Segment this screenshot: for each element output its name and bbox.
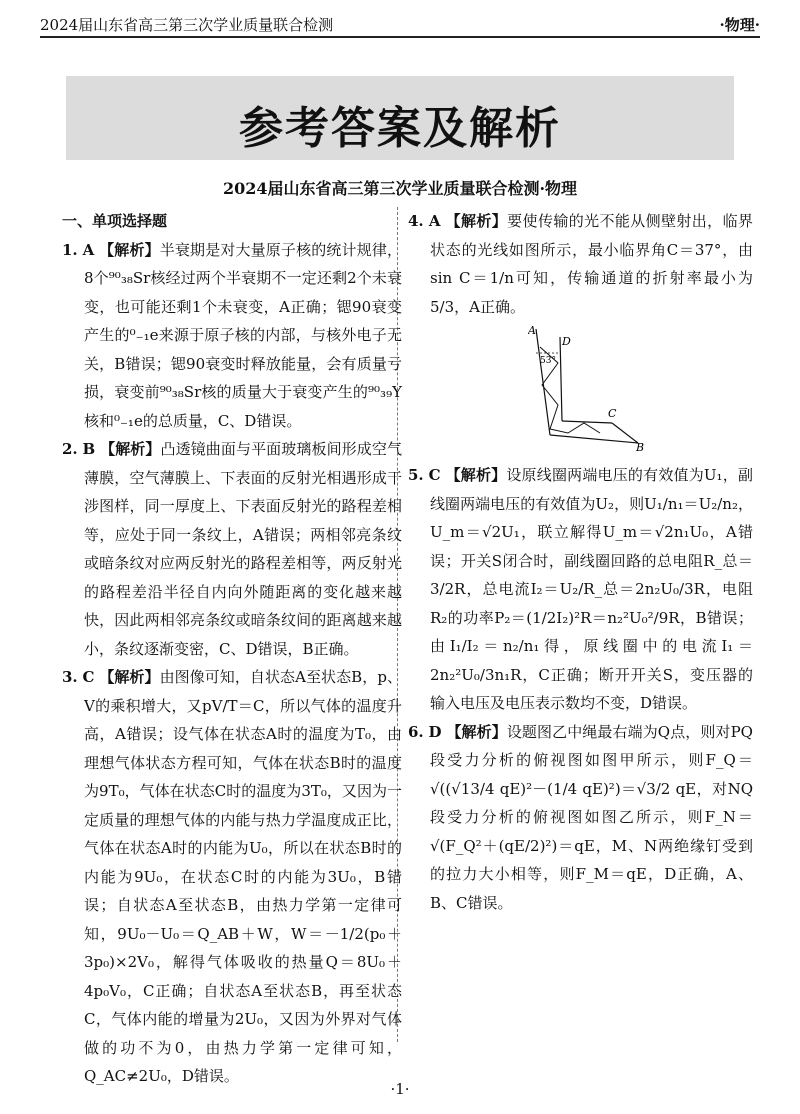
document-subtitle: 2024届山东省高三第三次学业质量联合检测·物理 <box>222 179 578 198</box>
left-column <box>62 207 402 1091</box>
question-1-text: 半衰期是对大量原子核的统计规律，8个⁹⁰₃₈Sr核经过两个半衰期不一定还剩2个未衰变，也可能还剩1个未衰变，A正确；锶90衰变产生的⁰₋₁e来源于原子核的内部，与核外电子无关，B错误；锶90衰变时释放能量，会有质量亏损，衰变前⁹⁰₃₈Sr核的质量大于衰变产生的⁹⁰₃₉Y核和⁰₋₁e的总质量，C、D错误。 <box>84 240 402 430</box>
question-4-text: 要使传输的光不能从侧壁射出，临界状态的光线如图所示，最小临界角C＝37°，由sin C＝1/n可知，传输通道的折射率最小为5/3，A正确。 <box>430 212 753 316</box>
page-header <box>40 8 760 38</box>
label-B: B <box>636 441 645 454</box>
question-3: 3. C 【解析】由图像可知，自状态A至状态B，p、V的乘积增大，又pV/T＝C，所以气体的温度升高，A错误；设气体在状态A时的温度为T₀，由理想气体状态方程可知，气体在状态B时的温度为9T₀，气体在状态C时的温度为3T₀，又因为一定质量的理想气体的内能与热力学温度成正比，气体在状态A时的内能为U₀，所以在状态B时的内能为9U₀，在状态C时的内能为3U₀，B错误；自状态A至状态B，由热力学第一定律可知，9U₀－U₀＝Q_AB＋W，W＝－1/2(p₀＋3p₀)×2V₀，解得气体吸收的热量Q＝8U₀＋4p₀V₀，C正确；自状态A至状态B，再至状态C，气体内能的增量为2U₀，又因为外界对气体做的功不为0，由热力学第一定律可知，Q_AC≠2U₀，D错误。 <box>62 668 402 1085</box>
label-A: A <box>528 325 536 337</box>
label-C: C <box>608 407 617 420</box>
question-1: 1. A 【解析】半衰期是对大量原子核的统计规律，8个⁹⁰₃₈Sr核经过两个半衰期不一定还剩2个未衰变，也可能还剩1个未衰变，A正确；锶90衰变产生的⁰₋₁e来源于原子核的内部，与核外电子无关，B错误；锶90衰变时释放能量，会有质量亏损，衰变前⁹⁰₃₈Sr核的质量大于衰变产生的⁹⁰₃₉Y核和⁰₋₁e的总质量，C、D错误。 <box>62 240 402 430</box>
exam-title: 2024届山东省高三第三次学业质量联合检测 <box>40 16 334 34</box>
subject-label: ·物理· <box>719 16 760 34</box>
question-6-text: 设题图乙中绳最右端为Q点，则对PQ段受力分析的俯视图如图甲所示，则F_Q＝√((√13/4 qE)²－(1/4 qE)²)＝√3/2 qE，对NQ段受力分析的俯视图如图乙所示，则F_N＝√(F_Q²＋(qE/2)²)＝qE，M、N两绝缘钉受到的拉力大小相等，则F_M＝qE，D正确，A、B、C错误。 <box>430 722 753 912</box>
question-3-text: 由图像可知，自状态A至状态B，p、V的乘积增大，又pV/T＝C，所以气体的温度升高，A错误；设气体在状态A时的温度为T₀，由理想气体状态方程可知，气体在状态B时的温度为9T₀，气体在状态C时的温度为3T₀，又因为一定质量的理想气体的内能与热力学温度成正比，气体在状态A时的内能为U₀，所以在状态B时的内能为9U₀，在状态C时的内能为3U₀，B错误；自状态A至状态B，由热力学第一定律可知，9U₀－U₀＝Q_AB＋W，W＝－1/2(p₀＋3p₀)×2V₀，解得气体吸收的热量Q＝8U₀＋4p₀V₀，C正确；自状态A至状态B，再至状态C，气体内能的增量为2U₀，又因为外界对气体做的功不为0，由热力学第一定律可知，Q_AC≠2U₀，D错误。 <box>84 668 402 1085</box>
question-5: 5. C 【解析】设原线圈两端电压的有效值为U₁，副线圈两端电压的有效值为U₂，则U₁/n₁＝U₂/n₂，U_m＝√2U₁，联立解得U_m＝√2n₁U₀，A错误；开关S闭合时，副线圈回路的总电阻R_总＝3/2R，总电流I₂＝U₂/R_总＝2n₂U₀/3R，电阻R₂的功率P₂＝(1/2I₂)²R＝n₂²U₀²/9R，B错误；由I₁/I₂＝n₂/n₁得，原线圈中的电流I₁＝2n₂²U₀/3n₁R，C正确；断开开关S，变压器的输入电压及电压表示数均不变，D错误。 <box>408 466 753 712</box>
page-number: ·1· <box>390 1080 410 1098</box>
question-6: 6. D 【解析】设题图乙中绳最右端为Q点，则对PQ段受力分析的俯视图如图甲所示，则F_Q＝√((√13/4 qE)²－(1/4 qE)²)＝√3/2 qE，对NQ段受力分析的俯视图如图乙所示，则F_N＝√(F_Q²＋(qE/2)²)＝qE，M、N两绝缘钉受到的拉力大小相等，则F_M＝qE，D正确，A、B、C错误。 <box>408 722 753 912</box>
wall-bottom-inner <box>562 421 612 423</box>
right-column <box>408 207 753 917</box>
wall-left-inner <box>560 337 562 421</box>
exit-face <box>612 423 638 443</box>
title-banner <box>66 76 734 160</box>
label-angle: 53° <box>540 356 556 366</box>
light-path-figure <box>528 325 648 455</box>
wall-left-outer <box>536 329 550 435</box>
question-2: 2. B 【解析】凸透镜曲面与平面玻璃板间形成空气薄膜，空气薄膜上、下表面的反射光相遇形成干涉图样，同一厚度上、下表面反射光的路程差相等，应处于同一条纹上，A错误；两相邻亮条纹或暗条纹对应两反射光的路程差相等，两反射光的路程差沿半径自内向外随距离的变化越来越快，因此两相邻亮条纹或暗条纹间的距离越来越小，条纹逐渐变密，C、D错误，B正确。 <box>62 440 402 658</box>
question-4: 4. A 【解析】要使传输的光不能从侧壁射出，临界状态的光线如图所示，最小临界角C＝37°，由sin C＝1/n可知，传输通道的折射率最小为5/3，A正确。 <box>408 212 753 316</box>
label-D: D <box>562 335 571 348</box>
question-5-text: 设原线圈两端电压的有效值为U₁，副线圈两端电压的有效值为U₂，则U₁/n₁＝U₂/n₂，U_m＝√2U₁，联立解得U_m＝√2n₁U₀，A错误；开关S闭合时，副线圈回路的总电阻R_总＝3/2R，总电流I₂＝U₂/R_总＝2n₂U₀/3R，电阻R₂的功率P₂＝(1/2I₂)²R＝n₂²U₀²/9R，B错误；由I₁/I₂＝n₂/n₁得，原线圈中的电流I₁＝2n₂²U₀/3n₁R，C正确；断开开关S，变压器的输入电压及电压表示数均不变，D错误。 <box>430 466 753 712</box>
section-title: 一、单项选择题 <box>62 212 168 230</box>
wall-bottom-outer <box>550 435 638 443</box>
banner-title: 参考答案及解析 <box>239 103 561 154</box>
question-2-text: 凸透镜曲面与平面玻璃板间形成空气薄膜，空气薄膜上、下表面的反射光相遇形成干涉图样，同一厚度上、下表面反射光的路程差相等，应处于同一条纹上，A错误；两相邻亮条纹或暗条纹对应两反射光的路程差相等，两反射光的路程差沿半径自内向外随距离的变化越来越快，因此两相邻亮条纹或暗条纹间的距离越来越小，条纹逐渐变密，C、D错误，B正确。 <box>84 440 402 658</box>
